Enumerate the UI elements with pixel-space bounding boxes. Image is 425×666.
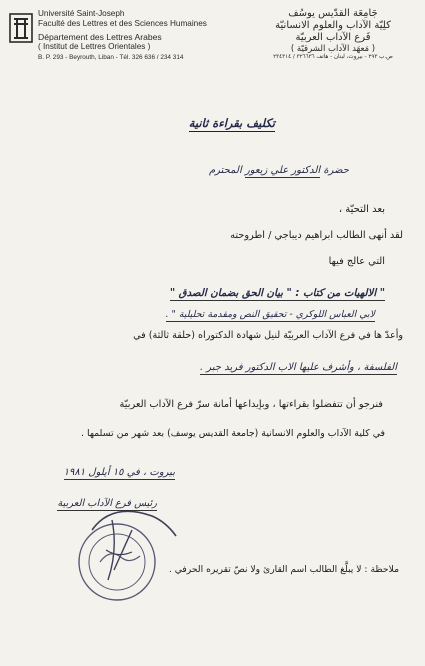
thesis-title-text: " الالهيات من كتاب : " بيان الحق بضمان الصدق " bbox=[169, 288, 385, 299]
body-line-degree: وأعدّ ها في فرع الآداب العربيّة لنيل شهادة الدكتوراه (حلقة ثالثة) في bbox=[133, 330, 403, 341]
thesis-subtitle-text: لابي العباس اللوكري - تحقيق النص ومقدمة تحليلية " . bbox=[165, 309, 375, 320]
body-line-supervisor bbox=[200, 362, 397, 373]
thesis-subtitle bbox=[166, 309, 375, 320]
letter-date bbox=[64, 467, 175, 478]
addressee-line bbox=[209, 165, 349, 176]
body-line-subject-intro: التي عالج فيها bbox=[328, 256, 385, 267]
letterhead-ar-institute: ( مَعهَد الآداب الشرقيّة ) bbox=[290, 44, 376, 54]
footnote: ملاحظة : لا يبلَّغ الطالب اسم القارئ ولا نصّ تقريره الحرفي . bbox=[168, 564, 399, 575]
letter-title bbox=[189, 116, 275, 130]
letterhead-ar-contact: ص.ب ٢٩٣ - بيروت، لبنان - هاتف ٣٢٦٦٣٦ / ٢٣٤٣١٤ bbox=[273, 54, 393, 61]
body-line-deadline: في كلية الآداب والعلوم الانسانية (جامعة القديس يوسف) بعد شهر من تسلمها . bbox=[81, 428, 385, 439]
university-stamp-icon bbox=[72, 500, 182, 610]
letterhead-ar-faculty: كلِيّة الآداب والعلوم الانسانيّة bbox=[275, 20, 391, 31]
letter-date-text: بيروت ، في ١٥ أيلول ١٩٨١ bbox=[63, 467, 175, 478]
body-line-supervisor-text: الفلسفة ، وأشرف عليها الاب الدكتور فريد جبر . bbox=[200, 362, 397, 373]
thesis-title bbox=[170, 288, 385, 299]
body-line-student: لقد أنهى الطالب ابراهيم ديباجي / اطروحته bbox=[230, 230, 403, 241]
addressee-suffix: المحترم bbox=[208, 165, 242, 176]
letter-title-text: تكليف بقراءة ثانية bbox=[188, 116, 275, 130]
letterhead-ar-university: جَامِعَة القدّيس يوسُف bbox=[288, 8, 378, 19]
addressee-prefix: حضرة bbox=[323, 165, 349, 176]
letterhead-ar-department: فَرع الآداب العربيّة bbox=[295, 32, 371, 43]
letterhead-department: Département des Lettres Arabes bbox=[38, 31, 162, 42]
usj-logo-icon bbox=[9, 13, 33, 43]
body-line-request: فنرجو أن تتفضلوا بقراءتها ، وبإيداعها أمانة سرّ فرع الآداب العربيّة bbox=[119, 399, 383, 410]
letterhead-contact: B. P. 293 - Beyrouth, Liban - Tél. 326 636 / 234 314 bbox=[38, 54, 184, 62]
signatory-title-text: رئيس فرع الآداب العربية bbox=[57, 498, 157, 509]
letterhead-faculty: Faculté des Lettres et des Sciences Humaines bbox=[38, 19, 207, 29]
letterhead-french bbox=[38, 9, 207, 62]
letterhead-university: Université Saint-Joseph bbox=[38, 9, 125, 18]
addressee-name: الدكتور علي زيعور bbox=[244, 165, 321, 176]
greeting: بعد التحيّة ، bbox=[338, 204, 385, 215]
letterhead-institute: ( Institut de Lettres Orientales ) bbox=[38, 42, 151, 52]
letterhead-arabic bbox=[253, 8, 413, 61]
